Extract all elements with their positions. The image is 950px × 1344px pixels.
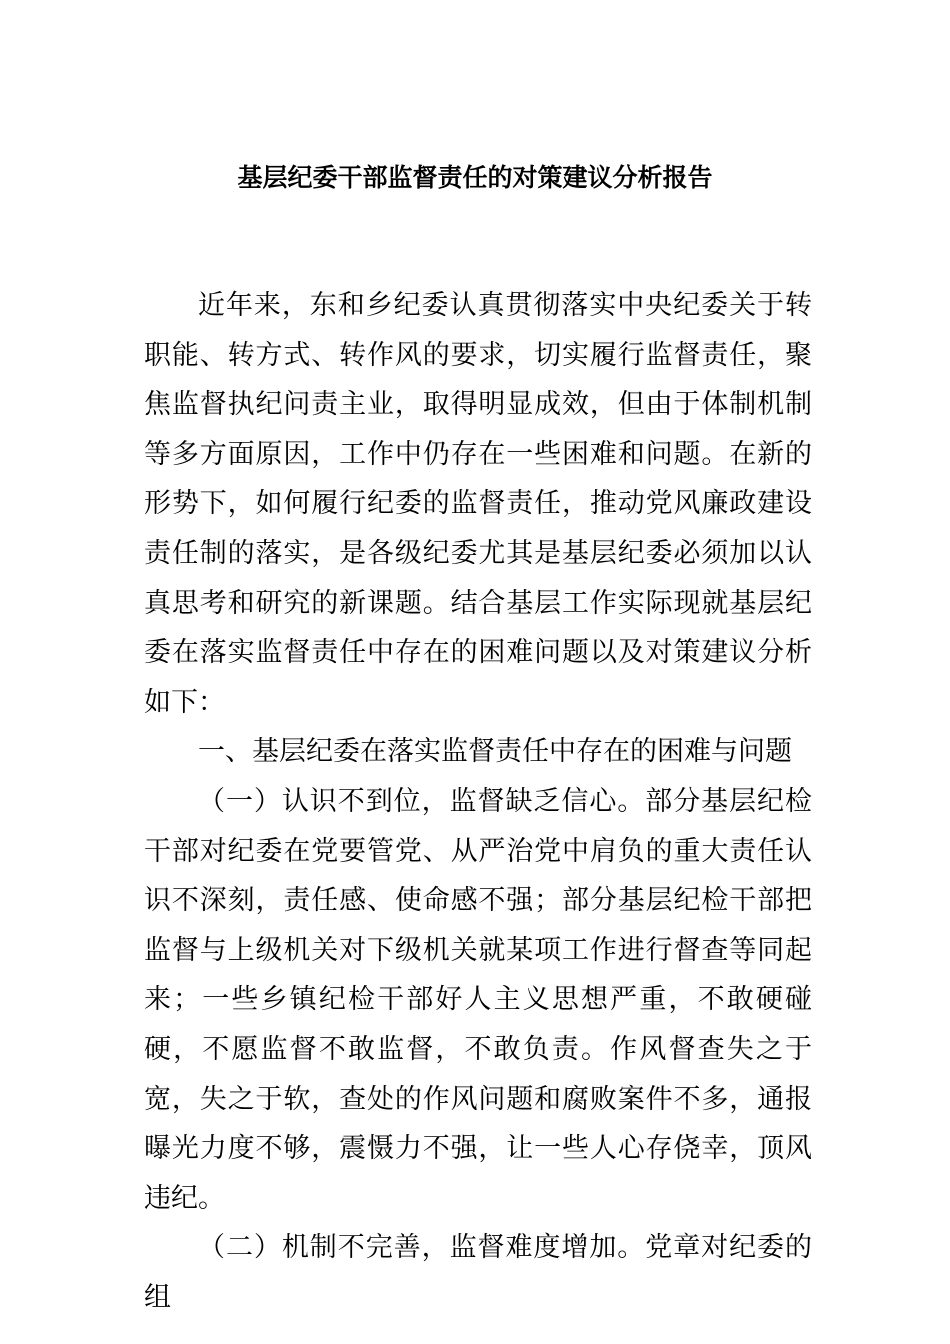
section-heading-1: 一、基层纪委在落实监督责任中存在的困难与问题: [198, 736, 792, 768]
document-body: [144, 281, 812, 1322]
paragraph-subsection-1: （一）认识不到位，监督缺乏信心。部分基层纪检干部对纪委在党要管党、从严治党中肩负的重大责任认识不深刻，责任感、使命感不强；部分基层纪检干部把监督与上级机关对下级机关就某项工作进行督查等同起来；一些乡镇纪检干部好人主义思想严重，不敢硬碰硬，不愿监督不敢监督，不敢负责。作风督查失之于宽，失之于软，查处的作风问题和腐败案件不多，通报曝光力度不够，震慑力不强，让一些人心存侥幸，顶风违纪。: [144, 785, 812, 1214]
document-title: 基层纪委干部监督责任的对策建议分析报告: [237, 163, 713, 192]
paragraph-subsection-2: （二）机制不完善，监督难度增加。党章对纪委的组: [144, 1232, 812, 1313]
paragraph-intro: 近年来，东和乡纪委认真贯彻落实中央纪委关于转职能、转方式、转作风的要求，切实履行监督责任，聚焦监督执纪问责主业，取得明显成效，但由于体制机制等多方面原因，工作中仍存在一些困难和问题。在新的形势下，如何履行纪委的监督责任，推动党风廉政建设责任制的落实，是各级纪委尤其是基层纪委必须加以认真思考和研究的新课题。结合基层工作实际现就基层纪委在落实监督责任中存在的困难问题以及对策建议分析如下：: [144, 290, 812, 718]
